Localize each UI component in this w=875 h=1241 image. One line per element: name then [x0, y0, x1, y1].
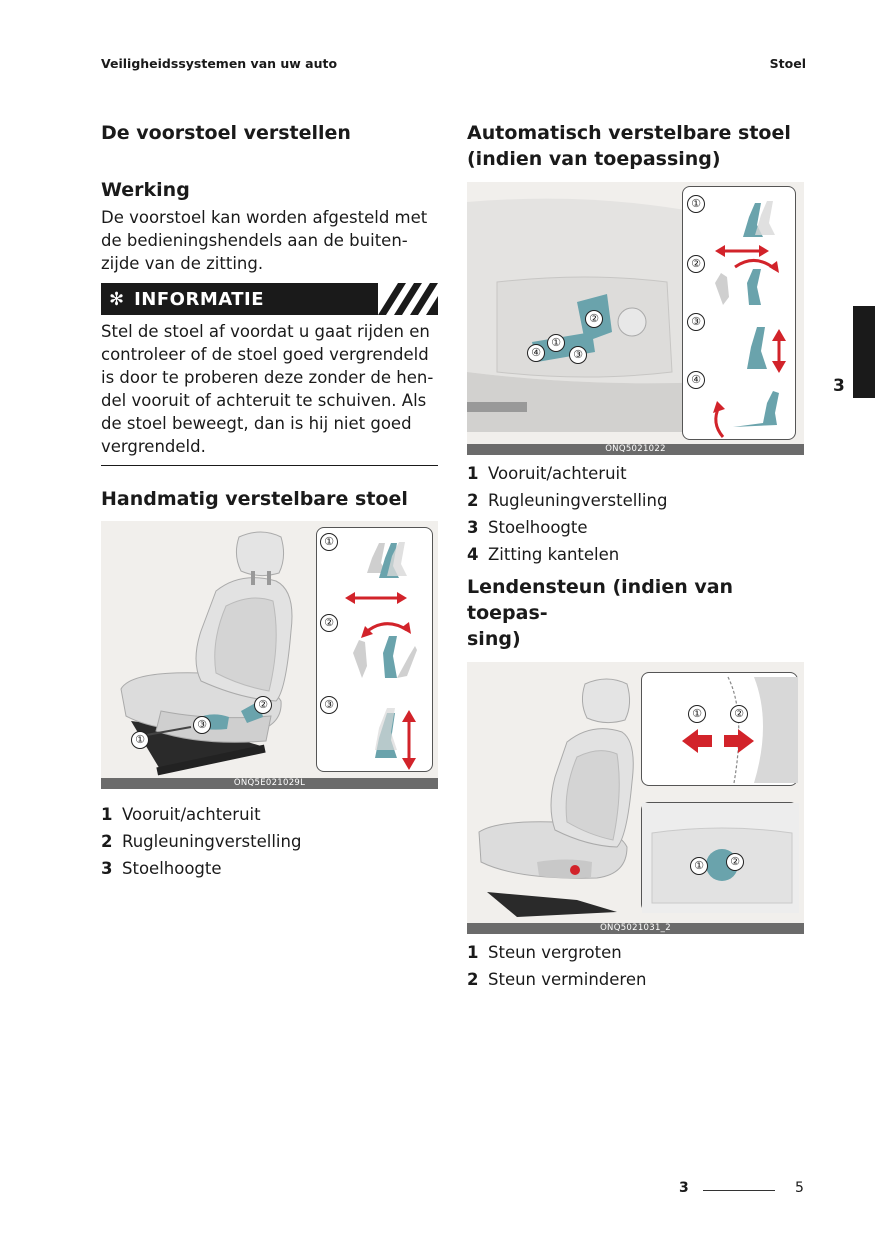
panel-callout-1: ①	[687, 195, 705, 213]
auto-seat-figure	[467, 182, 804, 444]
info-label: INFORMATIE	[134, 288, 265, 310]
panel-callout-2: ②	[730, 705, 748, 723]
page-number: 5	[795, 1180, 804, 1196]
info-box-header	[101, 283, 438, 315]
legend-item: 3 Stoelhoogte	[101, 859, 222, 878]
panel-callout-4: ④	[687, 371, 705, 389]
lumbar-arrows-panel	[641, 672, 798, 786]
manual-seat-legend	[101, 801, 438, 882]
running-header-right: Stoel	[769, 56, 806, 71]
callout-2: ②	[585, 310, 603, 328]
auto-seat-heading	[467, 120, 804, 172]
lumbar-legend	[467, 939, 804, 993]
panel-callout-2: ②	[726, 853, 744, 871]
slash-decoration-icon	[378, 283, 438, 315]
running-header-left: Veiligheidssystemen van uw auto	[101, 56, 338, 71]
legend-item: 1 Vooruit/achteruit	[467, 464, 627, 483]
callout-4: ④	[527, 344, 545, 362]
callout-2: ②	[254, 696, 272, 714]
adjustment-diagrams	[317, 528, 434, 773]
lumbar-direction-diagram	[642, 673, 799, 787]
lumbar-heading-line1: Lendensteun (indien van toepas-	[467, 576, 734, 624]
panel-callout-3: ③	[320, 696, 338, 714]
info-text: Stel de stoel af voordat u gaat rijden en controleer of de stoel goed vergrendeld is door te proberen deze zonder de hen-del vooruit of achteruit te schuiven. Als de stoel beweegt, dan is hij niet goed vergrendeld.	[101, 322, 434, 456]
auto-seat-heading-line1: Automatisch verstelbare stoel	[467, 122, 791, 144]
legend-item: 4 Zitting kantelen	[467, 545, 620, 564]
panel-callout-3: ③	[687, 313, 705, 331]
lumbar-heading-line2: sing)	[467, 628, 521, 650]
panel-callout-1: ①	[320, 533, 338, 551]
callout-1: ①	[547, 334, 565, 352]
lumbar-figure	[467, 662, 804, 923]
lumbar-switch-diagram	[642, 803, 799, 913]
legend-item: 2 Steun verminderen	[467, 970, 647, 989]
chapter-tab-marker	[853, 306, 875, 398]
callout-3: ③	[193, 716, 211, 734]
panel-callout-1: ①	[688, 705, 706, 723]
auto-seat-heading-line2: (indien van toepassing)	[467, 148, 721, 170]
asterisk-icon: ✻	[109, 288, 125, 310]
legend-item: 1 Steun vergroten	[467, 943, 622, 962]
legend-item: 1 Vooruit/achteruit	[101, 805, 261, 824]
werking-heading: Werking	[101, 179, 190, 201]
auto-detail-panel	[682, 186, 796, 440]
legend-item: 3 Stoelhoogte	[467, 518, 588, 537]
legend-item: 2 Rugleuningverstelling	[101, 832, 302, 851]
panel-callout-1: ①	[690, 857, 708, 875]
panel-callout-2: ②	[687, 255, 705, 273]
footer-rule	[703, 1190, 775, 1191]
lumbar-heading	[467, 574, 804, 652]
panel-callout-2: ②	[320, 614, 338, 632]
callout-1: ①	[131, 731, 149, 749]
lumbar-switch-panel	[641, 802, 798, 912]
auto-seat-legend	[467, 460, 804, 568]
figure-code: ONQ5E021029L	[101, 778, 438, 789]
figure-code: ONQ5021022	[467, 444, 804, 455]
section-title: De voorstoel verstellen	[101, 122, 351, 144]
footer-chapter: 3	[679, 1180, 689, 1196]
manual-detail-panel	[316, 527, 433, 772]
werking-text: De voorstoel kan worden afgesteld met de bedieningshendels aan de buiten-zijde van de zitting.	[101, 208, 428, 273]
info-divider	[101, 465, 438, 466]
callout-3: ③	[569, 346, 587, 364]
left-column	[101, 120, 438, 882]
manual-seat-figure	[101, 521, 438, 778]
figure-code: ONQ5021031_2	[467, 923, 804, 934]
manual-seat-heading: Handmatig verstelbare stoel	[101, 488, 408, 510]
right-column	[467, 120, 804, 993]
legend-item: 2 Rugleuningverstelling	[467, 491, 668, 510]
chapter-tab-number: 3	[833, 376, 845, 396]
